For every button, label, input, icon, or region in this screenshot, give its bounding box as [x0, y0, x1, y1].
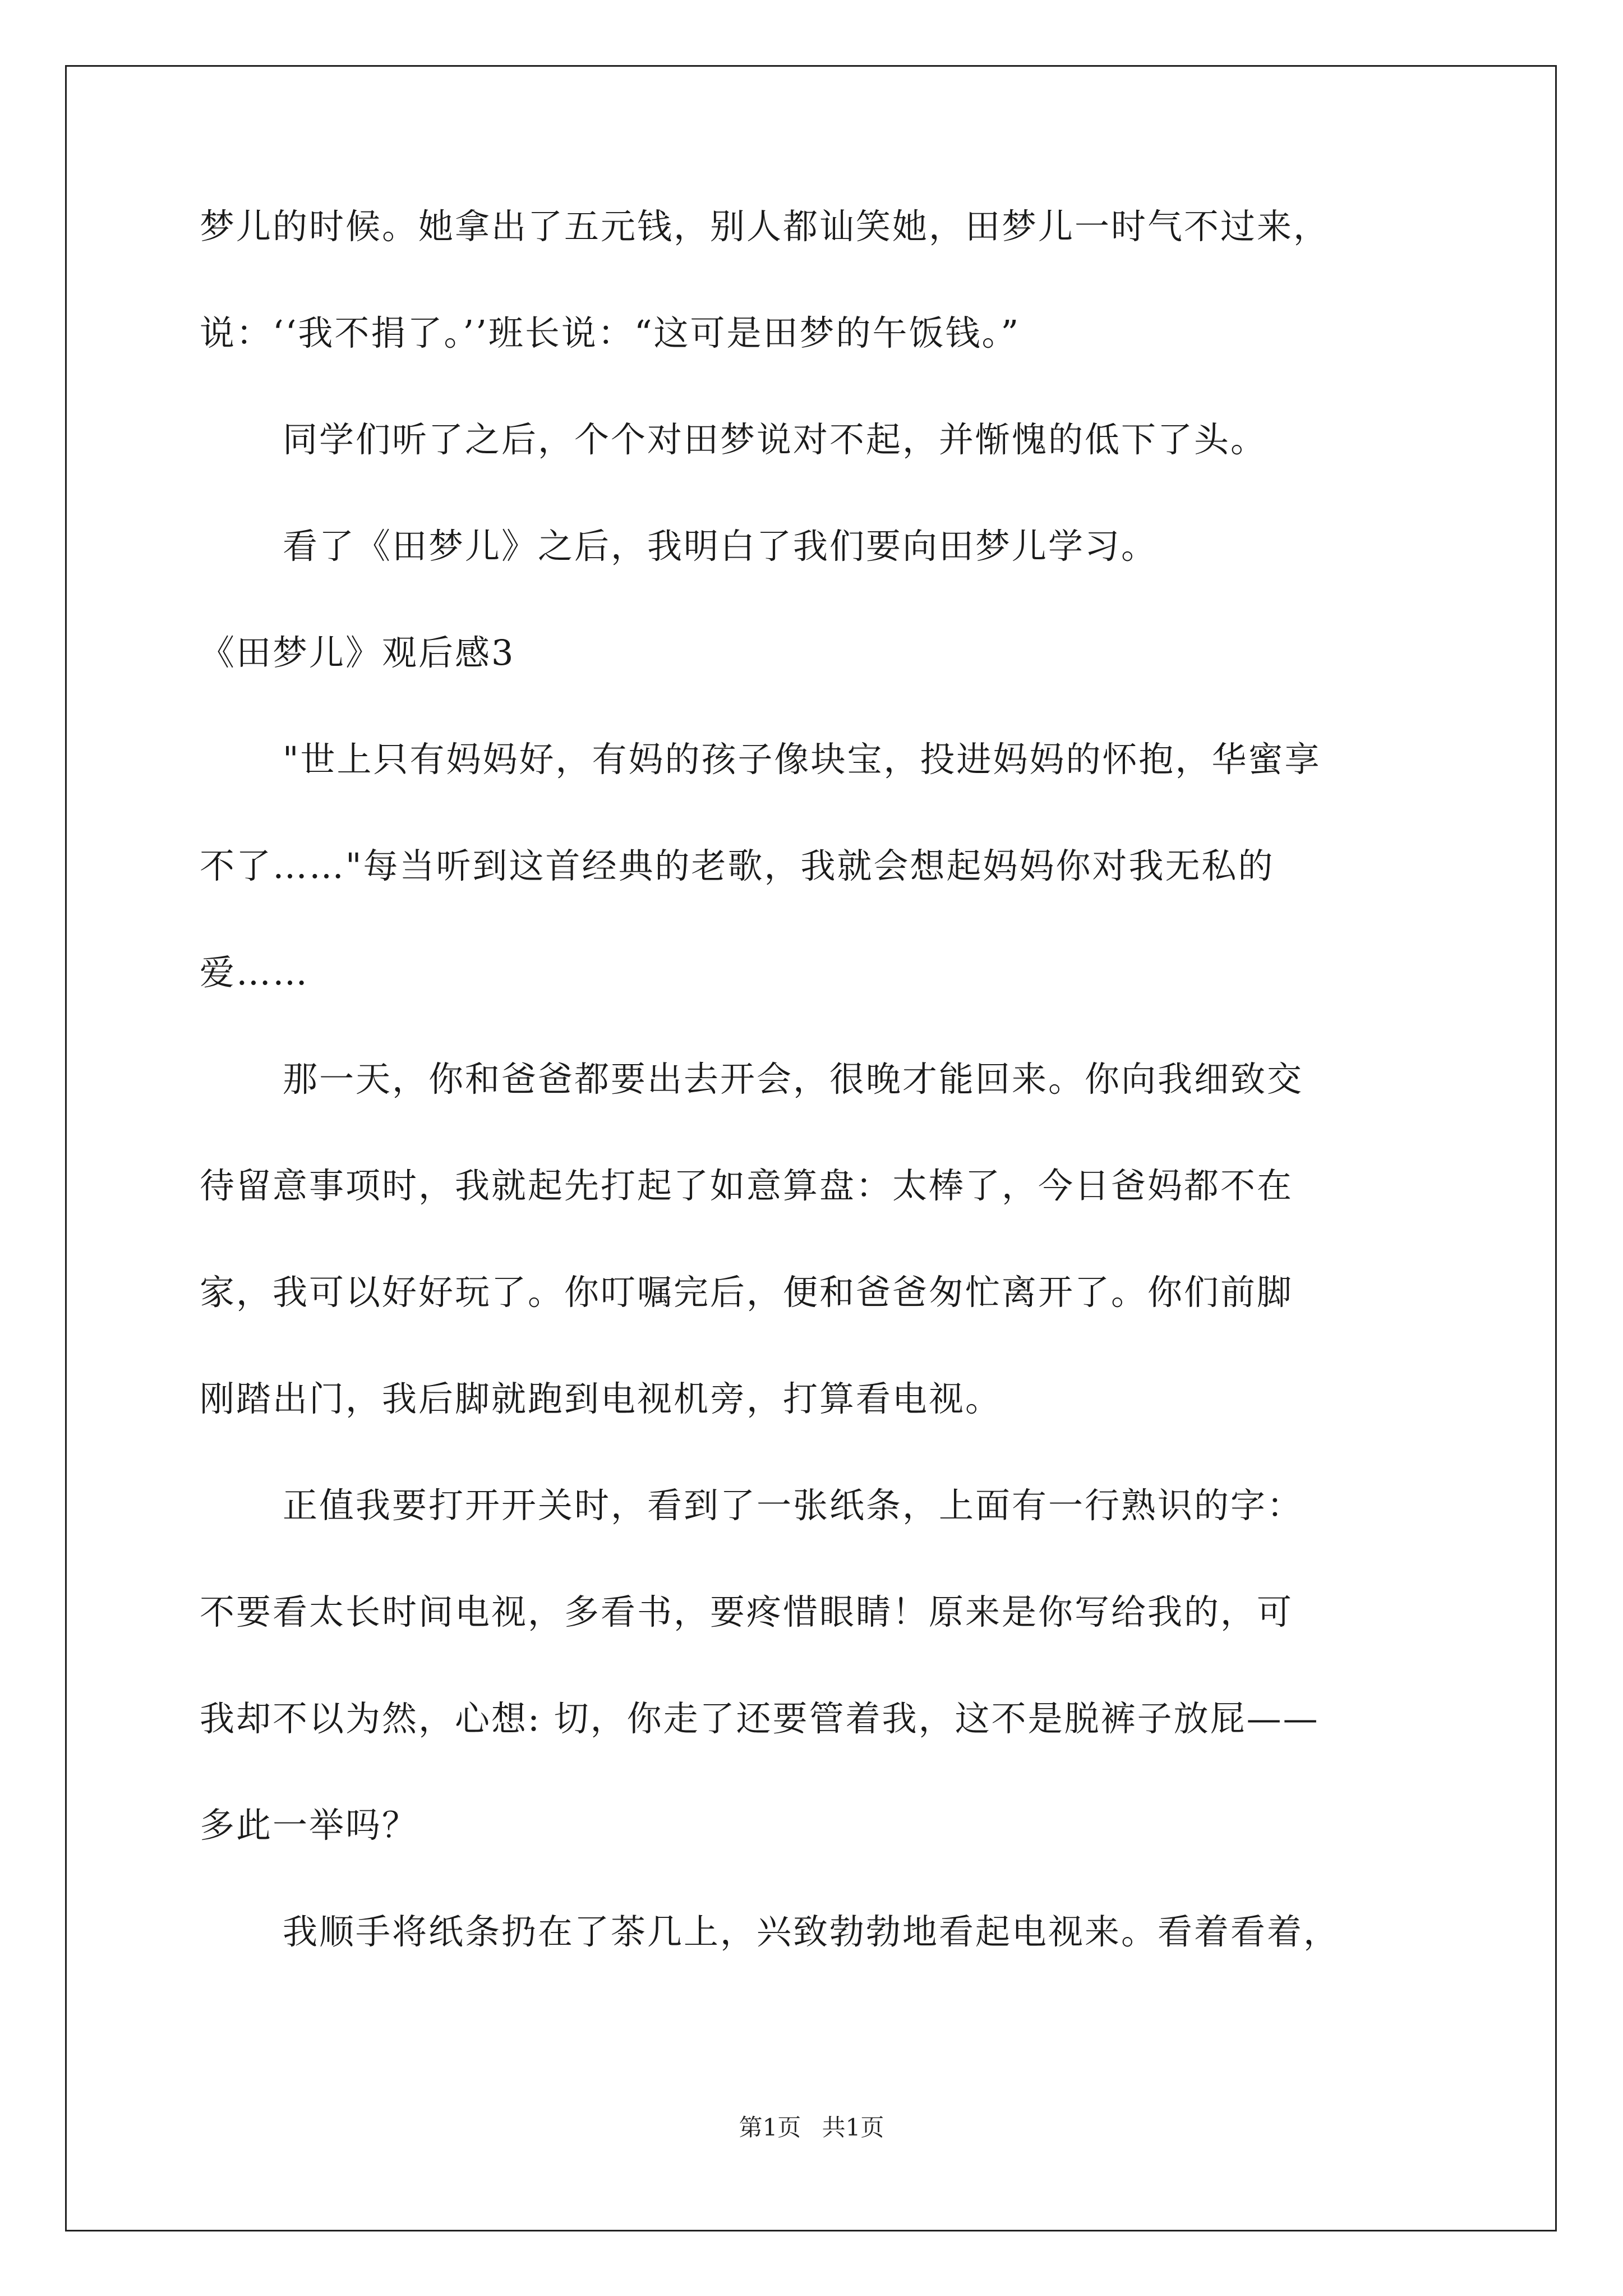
text-line: 待留意事项时，我就起先打起了如意算盘：太棒了，今日爸妈都不在: [200, 1165, 1294, 1206]
text-line: 说：‘‘我不捐了。’’班长说：“这可是田梦的午饭钱。”: [200, 312, 1021, 353]
text-line: 爱……: [200, 952, 310, 993]
page-total: 共1页: [822, 2114, 884, 2141]
document-body: [200, 206, 1433, 2021]
text-line: 我顺手将纸条扔在了茶几上，兴致勃勃地看起电视来。看着看着，: [283, 1911, 1340, 1952]
text-line: 看了《田梦儿》之后，我明白了我们要向田梦儿学习。: [283, 526, 1158, 567]
text-line: 家，我可以好好玩了。你叮嘱完后，便和爸爸匆忙离开了。你们前脚: [200, 1272, 1294, 1313]
page-footer: [0, 2114, 1623, 2142]
text-line: 我却不以为然，心想: 切，你走了还要管着我，这不是脱裤子放屁——: [200, 1698, 1320, 1739]
text-line: 不了……"每当听到这首经典的老歌，我就会想起妈妈你对我无私的: [200, 845, 1275, 886]
text-line: 梦儿的时候。她拿出了五元钱，别人都讪笑她，田梦儿一时气不过来，: [200, 206, 1330, 247]
text-line: 那一天，你和爸爸都要出去开会，很晚才能回来。你向我细致交: [283, 1059, 1304, 1099]
text-line: 多此一举吗？: [200, 1805, 419, 1846]
text-line: 不要看太长时间电视，多看书，要疼惜眼睛！原来是你写给我的，可: [200, 1591, 1294, 1632]
page-number: 第1页: [739, 2114, 801, 2141]
text-line: 正值我要打开开关时，看到了一张纸条，上面有一行熟识的字：: [283, 1485, 1304, 1526]
section-heading: 《田梦儿》观后感3: [200, 632, 515, 673]
text-line: 同学们听了之后，个个对田梦说对不起，并惭愧的低下了头。: [283, 419, 1267, 460]
text-line: "世上只有妈妈好，有妈的孩子像块宝，投进妈妈的怀抱，华蜜享: [283, 739, 1321, 780]
text-line: 刚踏出门，我后脚就跑到电视机旁，打算看电视。: [200, 1378, 1002, 1419]
